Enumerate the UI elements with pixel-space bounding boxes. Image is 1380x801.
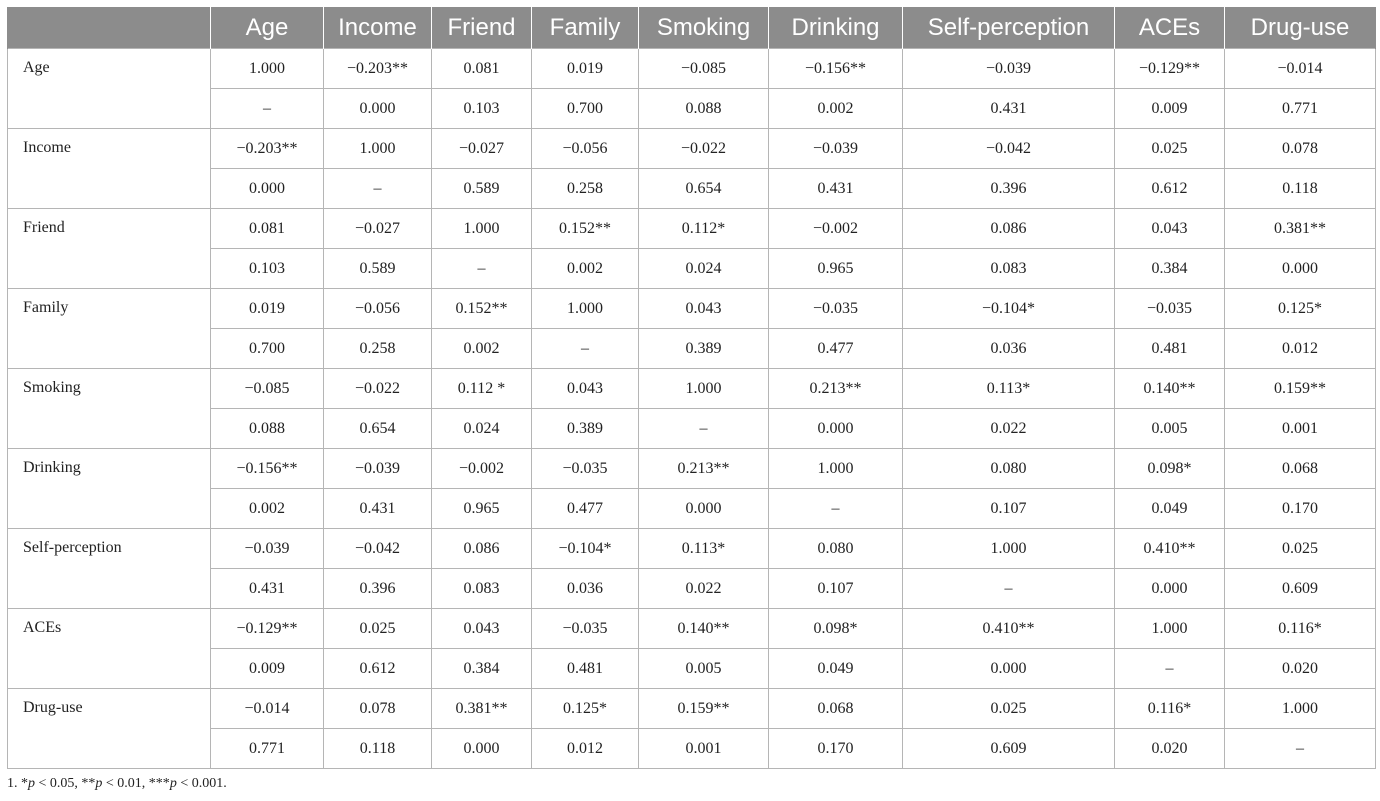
correlation-cell: −0.056 bbox=[324, 289, 432, 329]
correlation-cell: 0.080 bbox=[903, 449, 1115, 489]
correlation-cell: 0.025 bbox=[1115, 129, 1225, 169]
correlation-cell: 0.043 bbox=[532, 369, 639, 409]
p-value-cell: – bbox=[769, 489, 903, 529]
p-value-cell: – bbox=[639, 409, 769, 449]
p-value-cell: 0.431 bbox=[211, 569, 324, 609]
p-value-cell: 0.609 bbox=[903, 729, 1115, 769]
table-row bbox=[8, 689, 1376, 729]
correlation-cell: 0.113* bbox=[903, 369, 1115, 409]
correlation-cell: −0.042 bbox=[903, 129, 1115, 169]
p-value-cell: 0.049 bbox=[1115, 489, 1225, 529]
p-value-cell: 0.036 bbox=[903, 329, 1115, 369]
header-corner bbox=[8, 7, 211, 49]
p-value-cell: 0.389 bbox=[532, 409, 639, 449]
correlation-cell: 0.152** bbox=[532, 209, 639, 249]
p-value-cell: 0.107 bbox=[769, 569, 903, 609]
correlation-cell: −0.035 bbox=[532, 449, 639, 489]
p-value-cell: 0.258 bbox=[532, 169, 639, 209]
correlation-cell: 0.080 bbox=[769, 529, 903, 569]
correlation-cell: −0.156** bbox=[769, 49, 903, 89]
table-row bbox=[8, 329, 1376, 369]
correlation-cell: 0.152** bbox=[432, 289, 532, 329]
column-header: Family bbox=[532, 7, 639, 49]
correlation-cell: −0.039 bbox=[769, 129, 903, 169]
column-header: Friend bbox=[432, 7, 532, 49]
p-value-cell: – bbox=[532, 329, 639, 369]
correlation-cell: −0.014 bbox=[1225, 49, 1376, 89]
p-value-cell: 0.012 bbox=[1225, 329, 1376, 369]
correlation-cell: 0.081 bbox=[211, 209, 324, 249]
column-header: Income bbox=[324, 7, 432, 49]
table-body bbox=[8, 49, 1376, 769]
correlation-cell: −0.203** bbox=[211, 129, 324, 169]
p-value-cell: 0.384 bbox=[432, 649, 532, 689]
correlation-table bbox=[7, 7, 1376, 769]
correlation-cell: 0.125* bbox=[1225, 289, 1376, 329]
p-value-cell: 0.965 bbox=[432, 489, 532, 529]
correlation-cell: −0.039 bbox=[324, 449, 432, 489]
p-value-cell: 0.589 bbox=[324, 249, 432, 289]
correlation-cell: 0.381** bbox=[1225, 209, 1376, 249]
footnote-p1: p bbox=[28, 776, 35, 791]
footnote-text-3: < 0.001. bbox=[176, 776, 227, 791]
correlation-cell: 0.159** bbox=[1225, 369, 1376, 409]
p-value-cell: 0.481 bbox=[1115, 329, 1225, 369]
table-header-row bbox=[8, 7, 1376, 49]
p-value-cell: 0.000 bbox=[639, 489, 769, 529]
table-row bbox=[8, 49, 1376, 89]
correlation-cell: 0.381** bbox=[432, 689, 532, 729]
correlation-cell: 0.116* bbox=[1225, 609, 1376, 649]
correlation-cell: 0.068 bbox=[769, 689, 903, 729]
correlation-cell: 0.140** bbox=[639, 609, 769, 649]
correlation-cell: 0.159** bbox=[639, 689, 769, 729]
p-value-cell: 0.088 bbox=[211, 409, 324, 449]
correlation-cell: −0.039 bbox=[903, 49, 1115, 89]
correlation-cell: −0.129** bbox=[211, 609, 324, 649]
correlation-cell: 1.000 bbox=[324, 129, 432, 169]
p-value-cell: 0.965 bbox=[769, 249, 903, 289]
p-value-cell: 0.088 bbox=[639, 89, 769, 129]
correlation-cell: −0.022 bbox=[639, 129, 769, 169]
footnote-p2: p bbox=[95, 776, 103, 791]
p-value-cell: – bbox=[211, 89, 324, 129]
correlation-cell: 1.000 bbox=[211, 49, 324, 89]
row-label: ACEs bbox=[8, 609, 211, 689]
table-row bbox=[8, 729, 1376, 769]
table-row bbox=[8, 409, 1376, 449]
table-row bbox=[8, 89, 1376, 129]
p-value-cell: 0.431 bbox=[769, 169, 903, 209]
footnote-p3: p bbox=[169, 776, 177, 791]
p-value-cell: 0.107 bbox=[903, 489, 1115, 529]
table-row bbox=[8, 369, 1376, 409]
correlation-cell: 1.000 bbox=[432, 209, 532, 249]
correlation-cell: −0.002 bbox=[769, 209, 903, 249]
p-value-cell: 0.771 bbox=[1225, 89, 1376, 129]
correlation-cell: −0.039 bbox=[211, 529, 324, 569]
correlation-cell: −0.056 bbox=[532, 129, 639, 169]
column-header: Smoking bbox=[639, 7, 769, 49]
p-value-cell: 0.000 bbox=[1225, 249, 1376, 289]
row-label: Friend bbox=[8, 209, 211, 289]
row-label: Family bbox=[8, 289, 211, 369]
table-row bbox=[8, 569, 1376, 609]
p-value-cell: – bbox=[432, 249, 532, 289]
correlation-cell: 0.025 bbox=[903, 689, 1115, 729]
p-value-cell: 0.654 bbox=[639, 169, 769, 209]
p-value-cell: 0.170 bbox=[769, 729, 903, 769]
correlation-cell: 1.000 bbox=[1115, 609, 1225, 649]
p-value-cell: – bbox=[1225, 729, 1376, 769]
p-value-cell: 0.000 bbox=[211, 169, 324, 209]
table-row bbox=[8, 129, 1376, 169]
p-value-cell: 0.771 bbox=[211, 729, 324, 769]
p-value-cell: 0.049 bbox=[769, 649, 903, 689]
footnote-text-2: < 0.01, *** bbox=[102, 776, 170, 791]
p-value-cell: 0.012 bbox=[532, 729, 639, 769]
correlation-cell: −0.156** bbox=[211, 449, 324, 489]
p-value-cell: – bbox=[1115, 649, 1225, 689]
p-value-cell: 0.389 bbox=[639, 329, 769, 369]
correlation-cell: −0.203** bbox=[324, 49, 432, 89]
correlation-cell: −0.085 bbox=[211, 369, 324, 409]
correlation-cell: −0.035 bbox=[769, 289, 903, 329]
correlation-cell: 0.098* bbox=[769, 609, 903, 649]
p-value-cell: – bbox=[324, 169, 432, 209]
p-value-cell: 0.000 bbox=[769, 409, 903, 449]
row-label: Drinking bbox=[8, 449, 211, 529]
correlation-cell: 0.112* bbox=[639, 209, 769, 249]
p-value-cell: 0.002 bbox=[532, 249, 639, 289]
table-row bbox=[8, 209, 1376, 249]
correlation-cell: 0.086 bbox=[903, 209, 1115, 249]
correlation-cell: 0.078 bbox=[324, 689, 432, 729]
p-value-cell: 0.001 bbox=[1225, 409, 1376, 449]
footnote-text-1: < 0.05, ** bbox=[35, 776, 96, 791]
correlation-cell: 0.098* bbox=[1115, 449, 1225, 489]
column-header: Age bbox=[211, 7, 324, 49]
p-value-cell: 0.083 bbox=[432, 569, 532, 609]
correlation-cell: 0.410** bbox=[903, 609, 1115, 649]
p-value-cell: 0.396 bbox=[903, 169, 1115, 209]
table-row bbox=[8, 169, 1376, 209]
correlation-cell: 0.019 bbox=[532, 49, 639, 89]
p-value-cell: 0.005 bbox=[1115, 409, 1225, 449]
correlation-cell: −0.022 bbox=[324, 369, 432, 409]
correlation-cell: 0.116* bbox=[1115, 689, 1225, 729]
column-header: Drinking bbox=[769, 7, 903, 49]
p-value-cell: 0.258 bbox=[324, 329, 432, 369]
p-value-cell: 0.170 bbox=[1225, 489, 1376, 529]
correlation-cell: 0.043 bbox=[1115, 209, 1225, 249]
correlation-cell: 0.078 bbox=[1225, 129, 1376, 169]
table-row bbox=[8, 489, 1376, 529]
p-value-cell: 0.654 bbox=[324, 409, 432, 449]
correlation-cell: 1.000 bbox=[1225, 689, 1376, 729]
correlation-cell: 0.081 bbox=[432, 49, 532, 89]
table-row bbox=[8, 609, 1376, 649]
correlation-cell: 0.019 bbox=[211, 289, 324, 329]
correlation-cell: 0.140** bbox=[1115, 369, 1225, 409]
correlation-cell: 0.113* bbox=[639, 529, 769, 569]
p-value-cell: 0.002 bbox=[432, 329, 532, 369]
p-value-cell: 0.700 bbox=[211, 329, 324, 369]
p-value-cell: 0.005 bbox=[639, 649, 769, 689]
p-value-cell: 0.396 bbox=[324, 569, 432, 609]
correlation-cell: 1.000 bbox=[769, 449, 903, 489]
correlation-cell: −0.085 bbox=[639, 49, 769, 89]
p-value-cell: 0.384 bbox=[1115, 249, 1225, 289]
correlation-cell: 1.000 bbox=[532, 289, 639, 329]
p-value-cell: 0.024 bbox=[639, 249, 769, 289]
table-row bbox=[8, 529, 1376, 569]
p-value-cell: 0.001 bbox=[639, 729, 769, 769]
p-value-cell: 0.000 bbox=[432, 729, 532, 769]
p-value-cell: 0.000 bbox=[324, 89, 432, 129]
p-value-cell: 0.020 bbox=[1225, 649, 1376, 689]
p-value-cell: 0.002 bbox=[769, 89, 903, 129]
p-value-cell: 0.083 bbox=[903, 249, 1115, 289]
p-value-cell: 0.477 bbox=[769, 329, 903, 369]
correlation-cell: 0.213** bbox=[769, 369, 903, 409]
correlation-cell: 0.043 bbox=[432, 609, 532, 649]
p-value-cell: 0.700 bbox=[532, 89, 639, 129]
p-value-cell: 0.020 bbox=[1115, 729, 1225, 769]
p-value-cell: 0.431 bbox=[903, 89, 1115, 129]
correlation-cell: −0.035 bbox=[1115, 289, 1225, 329]
correlation-cell: 0.125* bbox=[532, 689, 639, 729]
row-label: Age bbox=[8, 49, 211, 129]
row-label: Self-perception bbox=[8, 529, 211, 609]
correlation-cell: 0.025 bbox=[1225, 529, 1376, 569]
correlation-cell: −0.104* bbox=[532, 529, 639, 569]
p-value-cell: 0.036 bbox=[532, 569, 639, 609]
correlation-table-container bbox=[7, 7, 1375, 769]
p-value-cell: 0.118 bbox=[1225, 169, 1376, 209]
correlation-cell: −0.129** bbox=[1115, 49, 1225, 89]
table-row bbox=[8, 449, 1376, 489]
p-value-cell: 0.103 bbox=[432, 89, 532, 129]
p-value-cell: 0.022 bbox=[903, 409, 1115, 449]
table-row bbox=[8, 289, 1376, 329]
correlation-cell: 0.086 bbox=[432, 529, 532, 569]
p-value-cell: 0.589 bbox=[432, 169, 532, 209]
correlation-cell: 0.410** bbox=[1115, 529, 1225, 569]
correlation-cell: −0.027 bbox=[324, 209, 432, 249]
p-value-cell: 0.103 bbox=[211, 249, 324, 289]
p-value-cell: 0.118 bbox=[324, 729, 432, 769]
table-row bbox=[8, 249, 1376, 289]
p-value-cell: 0.481 bbox=[532, 649, 639, 689]
correlation-cell: 1.000 bbox=[639, 369, 769, 409]
p-value-cell: – bbox=[903, 569, 1115, 609]
row-label: Income bbox=[8, 129, 211, 209]
correlation-cell: 0.068 bbox=[1225, 449, 1376, 489]
correlation-cell: −0.002 bbox=[432, 449, 532, 489]
p-value-cell: 0.009 bbox=[211, 649, 324, 689]
p-value-cell: 0.609 bbox=[1225, 569, 1376, 609]
correlation-cell: 1.000 bbox=[903, 529, 1115, 569]
column-header: Self-perception bbox=[903, 7, 1115, 49]
correlation-cell: 0.025 bbox=[324, 609, 432, 649]
p-value-cell: 0.022 bbox=[639, 569, 769, 609]
row-label: Smoking bbox=[8, 369, 211, 449]
correlation-cell: 0.213** bbox=[639, 449, 769, 489]
correlation-cell: −0.042 bbox=[324, 529, 432, 569]
p-value-cell: 0.009 bbox=[1115, 89, 1225, 129]
correlation-cell: −0.035 bbox=[532, 609, 639, 649]
row-label: Drug-use bbox=[8, 689, 211, 769]
p-value-cell: 0.000 bbox=[903, 649, 1115, 689]
p-value-cell: 0.000 bbox=[1115, 569, 1225, 609]
correlation-cell: 0.112 * bbox=[432, 369, 532, 409]
table-footnote bbox=[7, 776, 227, 792]
p-value-cell: 0.612 bbox=[1115, 169, 1225, 209]
table-row bbox=[8, 649, 1376, 689]
correlation-cell: −0.027 bbox=[432, 129, 532, 169]
correlation-cell: −0.104* bbox=[903, 289, 1115, 329]
column-header: Drug-use bbox=[1225, 7, 1376, 49]
column-header: ACEs bbox=[1115, 7, 1225, 49]
p-value-cell: 0.477 bbox=[532, 489, 639, 529]
p-value-cell: 0.002 bbox=[211, 489, 324, 529]
correlation-cell: −0.014 bbox=[211, 689, 324, 729]
p-value-cell: 0.024 bbox=[432, 409, 532, 449]
footnote-prefix: 1. * bbox=[7, 776, 28, 791]
p-value-cell: 0.612 bbox=[324, 649, 432, 689]
correlation-cell: 0.043 bbox=[639, 289, 769, 329]
p-value-cell: 0.431 bbox=[324, 489, 432, 529]
